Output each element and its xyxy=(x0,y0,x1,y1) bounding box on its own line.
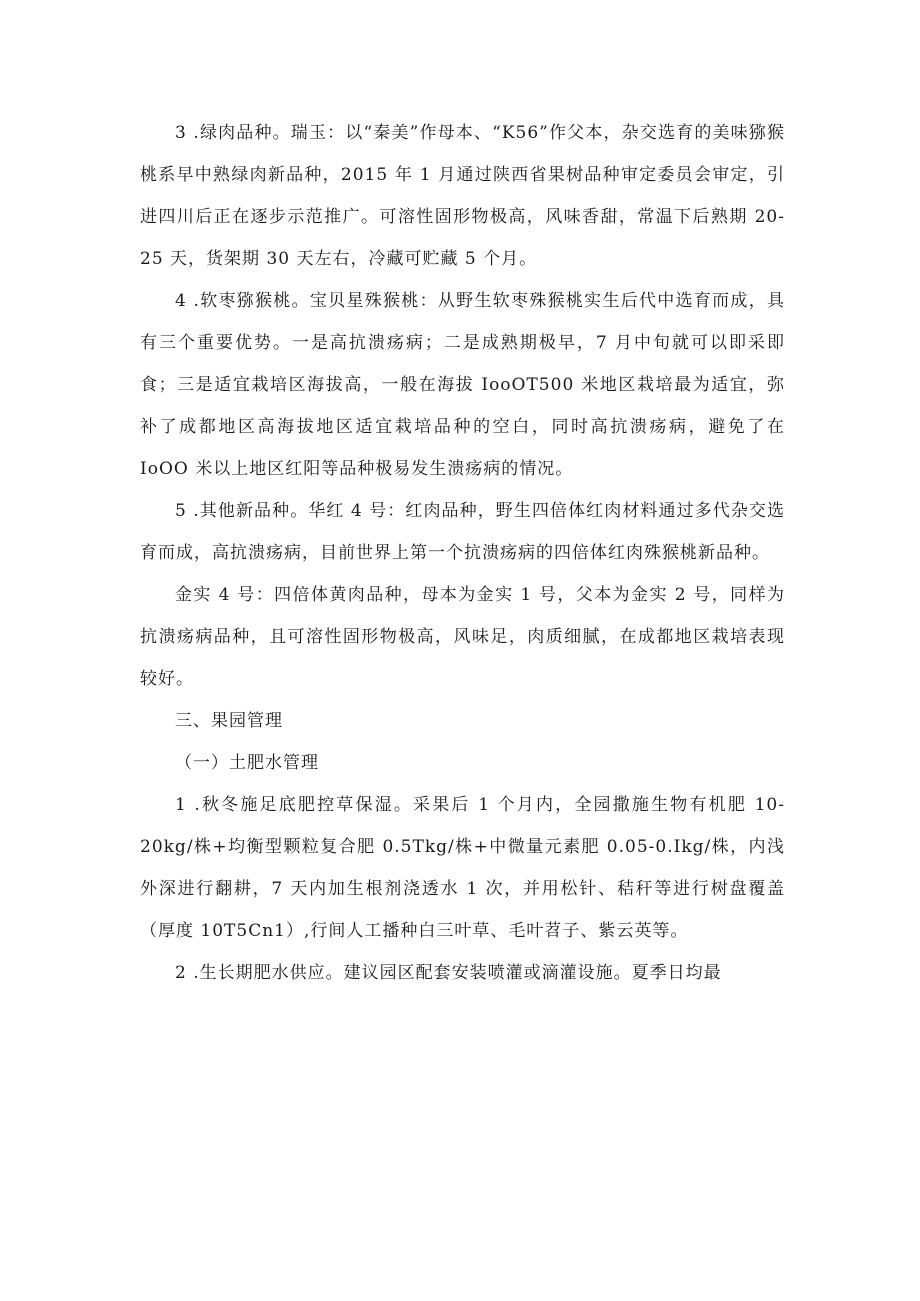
sub-heading-soil-fertilizer-water: （一）土肥水管理 xyxy=(175,753,319,773)
paragraph-growth-period-water: 2 .生长期肥水供应。建议园区配套安装喷灌或滴灌设施。夏季日均最 xyxy=(175,963,722,983)
paragraph-autumn-winter-fertilizer: 1 .秋冬施足底肥控草保湿。采果后 1 个月内，全园撒施生物有机肥 10-20kg/株+均衡型颗粒复合肥 0.5Tkg/株+中微量元素肥 0.05-0.Ikg/株，内浅外深进行翻耕，7 天内加生根剂浇透水 1 次，并用松针、秸秆等进行树盘覆盖（厚度 10T5Cn1）,行间人工播种白三叶草、毛叶苕子、紫云英等。 xyxy=(140,795,785,941)
paragraph-jinshi-4: 金实 4 号：四倍体黄肉品种，母本为金实 1 号，父本为金实 2 号，同样为抗溃疡病品种，且可溶性固形物极高，风味足，肉质细腻，在成都地区栽培表现较好。 xyxy=(140,585,785,689)
section-heading-orchard-management: 三、果园管理 xyxy=(175,711,283,731)
paragraph-green-flesh-variety: 3 .绿肉品种。瑞玉：以“秦美”作母本、“K56”作父本，杂交选育的美味猕猴桃系早中熟绿肉新品种，2015 年 1 月通过陕西省果树品种审定委员会审定，引进四川后正在逐步示范推广。可溶性固形物极高，风味香甜，常温下后熟期 20-25 天，货架期 30 天左右，冷藏可贮藏 5 个月。 xyxy=(140,123,785,269)
paragraph-soft-date-kiwi: 4 .软枣猕猴桃。宝贝星殊猴桃：从野生软枣殊猴桃实生后代中选育而成，具有三个重要优势。一是高抗溃疡病；二是成熟期极早，7 月中旬就可以即采即食；三是适宜栽培区海拔高，一般在海拔 IooOT500 米地区栽培最为适宜，弥补了成都地区高海拔地区适宜栽培品种的空白，同时高抗溃疡病，避免了在 IoOO 米以上地区红阳等品种极易发生溃疡病的情况。 xyxy=(140,291,785,479)
paragraph-other-varieties: 5 .其他新品种。华红 4 号：红肉品种，野生四倍体红肉材料通过多代杂交选育而成，高抗溃疡病，目前世界上第一个抗溃疡病的四倍体红肉殊猴桃新品种。 xyxy=(140,501,785,563)
document-page xyxy=(140,112,785,994)
